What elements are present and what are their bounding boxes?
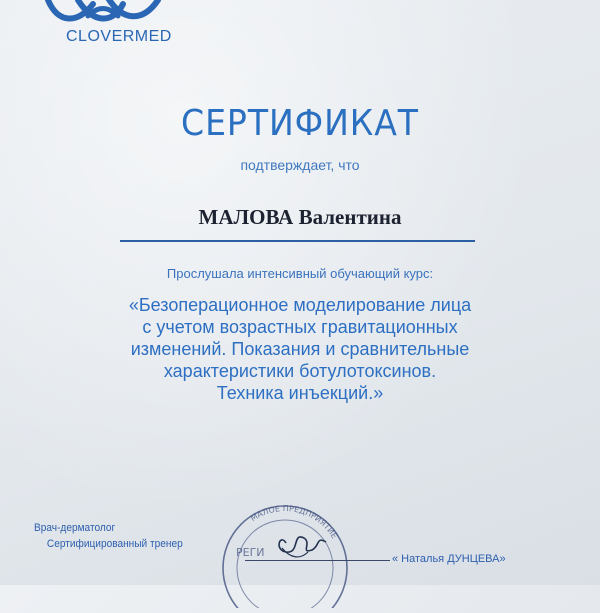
signer-role-line1: Врач-дерматолог [34,522,116,534]
signer-role [34,520,183,552]
course-line: Техника инъекций.» [216,383,384,403]
certificate-subtitle: подтверждает, что [240,157,360,173]
stamp-center-text: РЕГИ [236,546,265,559]
signature-line [245,560,390,561]
svg-text:МАЛОЕ ПРЕДПРИЯТИЕ [249,504,339,540]
signer-role-line2: Сертифицированный тренер [46,538,183,550]
course-title [90,294,510,404]
course-line: с учетом возрастных гравитационных [142,317,458,337]
stamp-seal-icon [208,488,358,608]
recipient-name: МАЛОВА Валентина [198,205,402,229]
course-line: изменений. Показания и сравнительные [130,339,470,359]
certificate-title: СЕРТИФИКАТ [181,103,419,144]
course-line: «Безоперационное моделирование лица [128,295,472,315]
brand-name: CLOVERMED [66,28,172,45]
stamp-ring-text: МАЛОЕ ПРЕДПРИЯТИЕ [248,503,340,541]
course-line: характеристики ботулотоксинов. [163,361,437,381]
course-intro: Прослушала интенсивный обучающий курс: [166,266,434,281]
clovermed-logo [30,0,170,52]
clover-logo-icon [38,0,168,24]
recipient-underline [120,240,475,242]
signer-name: « Наталья ДУНЦЕВА» [392,553,506,565]
official-stamp [208,488,358,608]
